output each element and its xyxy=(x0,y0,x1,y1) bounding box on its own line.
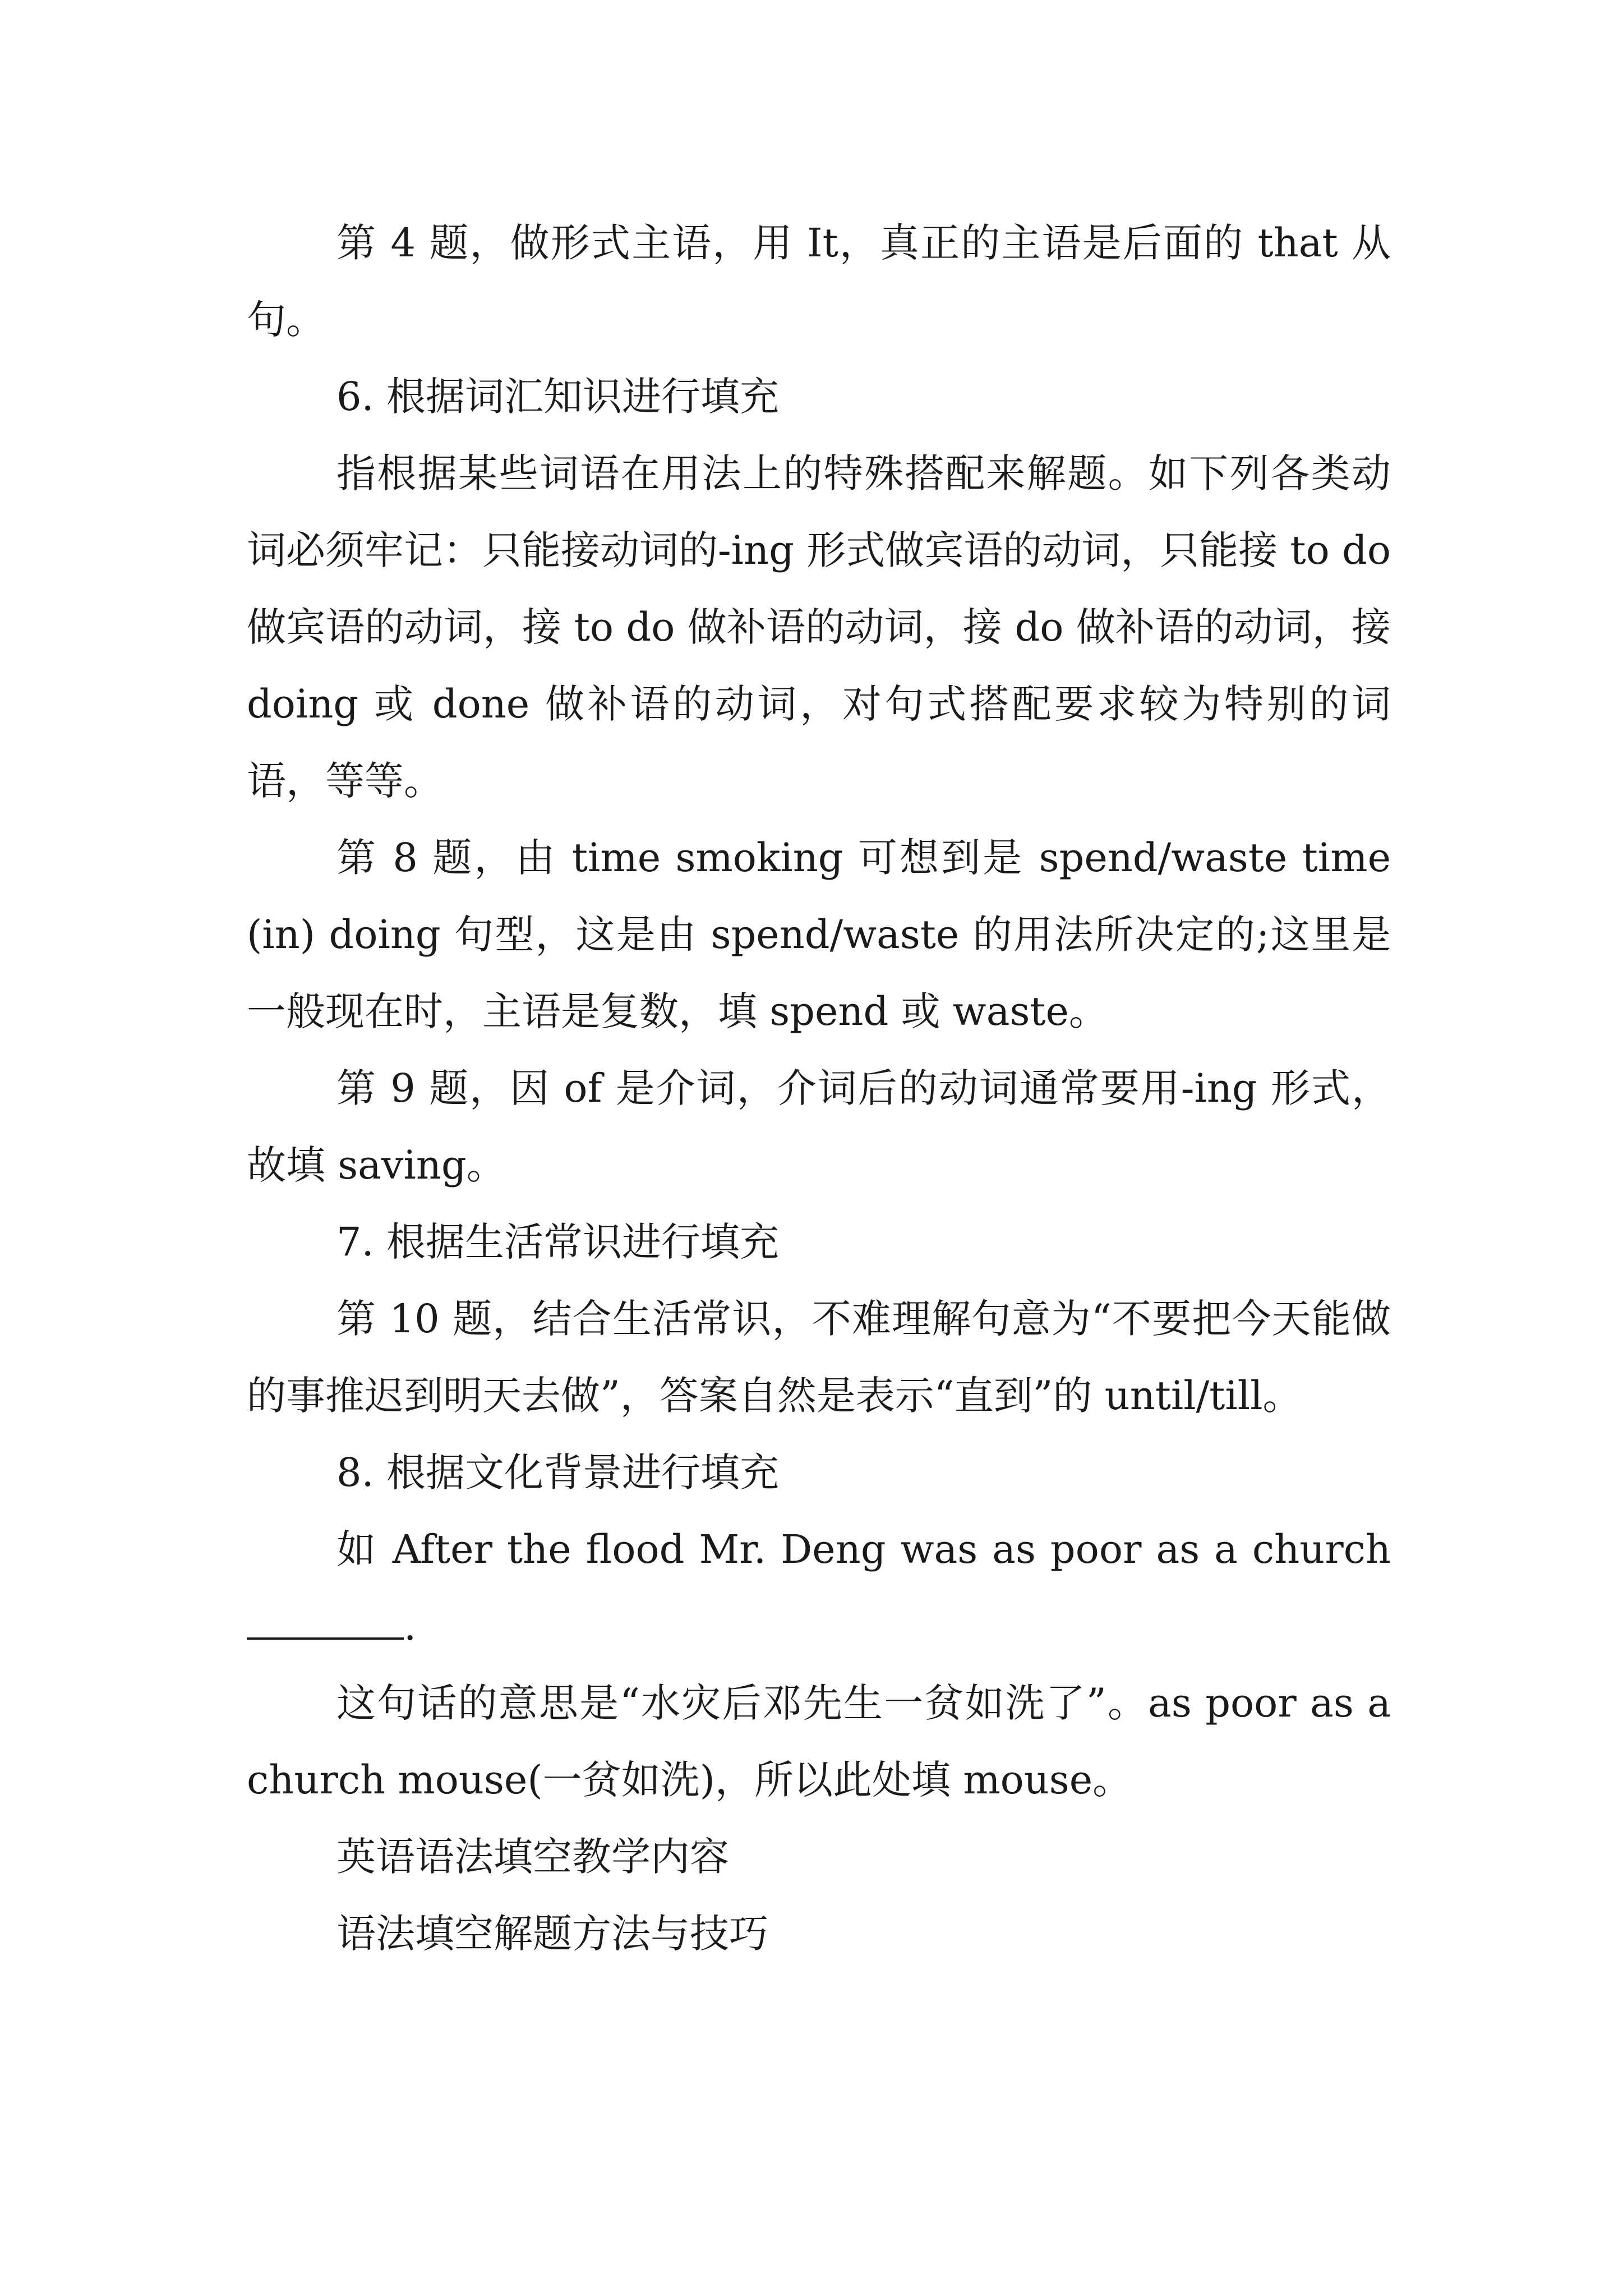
example-sentence-text: 如 After the flood Mr. Deng was as poor as a church xyxy=(336,1526,1391,1572)
example-sentence-end: . xyxy=(404,1603,417,1649)
paragraph-question-9: 第 9 题，因 of 是介词，介词后的动词通常要用-ing 形式，故填 saving。 xyxy=(247,1065,1391,1188)
paragraph-question-4: 第 4 题，做形式主语，用 It，真正的主语是后面的 that 从句。 xyxy=(247,220,1391,343)
title-grammar-teaching-content: 英语语法填空教学内容 xyxy=(336,1834,729,1880)
heading-common-sense: 7. 根据生活常识进行填充 xyxy=(336,1219,780,1265)
heading-cultural-background: 8. 根据文化背景进行填充 xyxy=(336,1450,780,1496)
paragraph-question-8: 第 8 题，由 time smoking 可想到是 spend/waste time (in) doing 句型，这是由 spend/waste 的用法所决定的;这里是一般现在时，主语是复数，填 spend 或 waste。 xyxy=(247,835,1391,1034)
heading-vocabulary-knowledge: 6. 根据词汇知识进行填充 xyxy=(336,374,780,420)
title-grammar-methods-tips: 语法填空解题方法与技巧 xyxy=(336,1911,768,1957)
fill-in-blank xyxy=(247,1604,404,1640)
paragraph-question-10: 第 10 题，结合生活常识，不难理解句意为“不要把今天能做的事推迟到明天去做”，答案自然是表示“直到”的 until/till。 xyxy=(247,1296,1391,1419)
document-page xyxy=(247,205,1391,1972)
paragraph-example-explanation: 这句话的意思是“水灾后邓先生一贫如洗了”。as poor as a church mouse(一贫如洗)，所以此处填 mouse。 xyxy=(247,1680,1391,1803)
paragraph-vocabulary-explanation: 指根据某些词语在用法上的特殊搭配来解题。如下列各类动词必须牢记：只能接动词的-ing 形式做宾语的动词，只能接 to do 做宾语的动词，接 to do 做补语的动词，接 do 做补语的动词，接 doing 或 done 做补语的动词，对句式搭配要求较为特别的词语，等等。 xyxy=(247,450,1391,804)
paragraph-example-sentence xyxy=(247,1511,1391,1665)
